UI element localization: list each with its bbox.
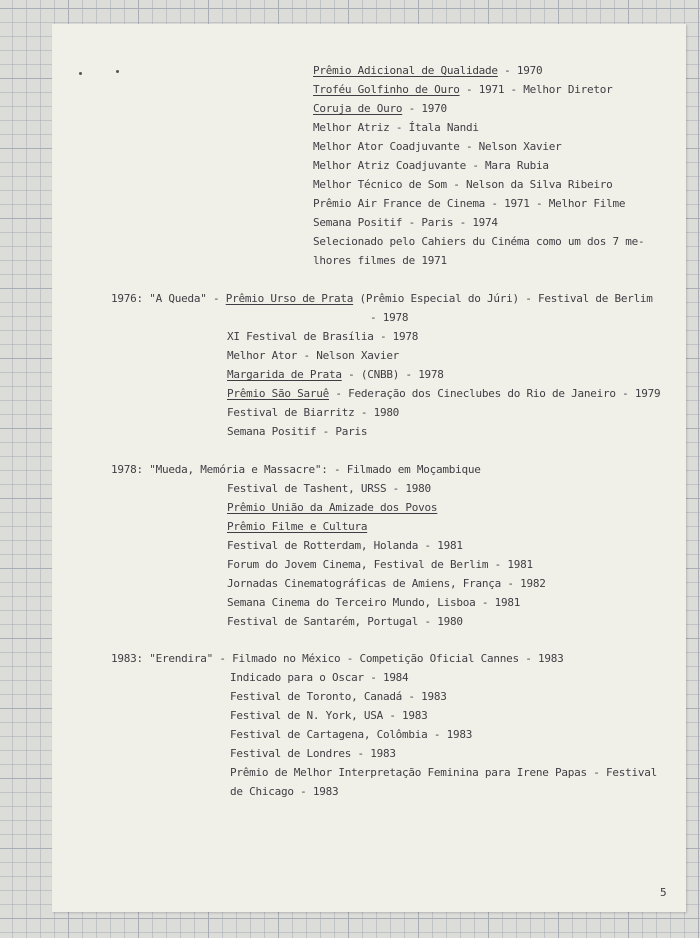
award-name: Prêmio Adicional de Qualidade — [313, 64, 498, 77]
award-line: XI Festival de Brasília - 1978 — [227, 330, 419, 343]
page-number: 5 — [660, 886, 667, 899]
award-name: Prêmio União da Amizade dos Povos — [227, 501, 438, 514]
award-line: Semana Cinema do Terceiro Mundo, Lisboa - 1981 — [227, 596, 521, 609]
award-line: Forum do Jovem Cinema, Festival de Berlim - 1981 — [227, 558, 533, 571]
award-line: Prêmio de Melhor Interpretação Feminina para Irene Papas - Festival — [230, 766, 657, 779]
award-line: Semana Positif - Paris — [227, 425, 368, 438]
award-line: Melhor Ator - Nelson Xavier — [227, 349, 400, 362]
award-line: Melhor Técnico de Som - Nelson da Silva Ribeiro — [313, 178, 613, 191]
award-name: Coruja de Ouro — [313, 102, 403, 115]
award-line: Festival de Tashent, URSS - 1980 — [227, 482, 431, 495]
film-entry-heading: 1983: "Erendira" - Filmado no México - Competição Oficial Cannes - 1983 — [111, 652, 564, 665]
award-line: Festival de Biarritz - 1980 — [227, 406, 400, 419]
award-detail: - 1970 — [497, 64, 543, 77]
award-line: de Chicago - 1983 — [230, 785, 339, 798]
award-line: Festival de N. York, USA - 1983 — [230, 709, 428, 722]
award-line: Festival de Rotterdam, Holanda - 1981 — [227, 539, 463, 552]
page-speck — [116, 70, 119, 73]
award-line: Selecionado pelo Cahiers du Cinéma como um dos 7 me- — [313, 235, 645, 248]
award-line: Semana Positif - Paris - 1974 — [313, 216, 498, 229]
award-name: Margarida de Prata — [227, 368, 342, 381]
film-title: 1976: "A Queda" - — [111, 292, 226, 305]
award-line: Festival de Londres - 1983 — [230, 747, 396, 760]
award-line — [313, 102, 447, 116]
award-detail: - Federação dos Cineclubes do Rio de Janeiro - 1979 — [328, 387, 661, 400]
award-line — [227, 387, 660, 401]
award-line — [313, 64, 542, 78]
film-entry-heading — [111, 292, 653, 306]
page-speck — [79, 72, 82, 75]
award-detail: - (CNBB) - 1978 — [341, 368, 444, 381]
award-line: Jornadas Cinematográficas de Amiens, França - 1982 — [227, 577, 546, 590]
document-page — [52, 24, 686, 912]
award-detail: - 1970 — [402, 102, 447, 115]
award-detail: - 1971 - Melhor Diretor — [459, 83, 613, 96]
award-line: Prêmio Air France de Cinema - 1971 - Melhor Filme — [313, 197, 626, 210]
award-line: Festival de Cartagena, Colômbia - 1983 — [230, 728, 473, 741]
award-line: Melhor Atriz - Ítala Nandi — [313, 121, 479, 134]
award-name: Prêmio Filme e Cultura — [227, 520, 368, 533]
award-name: Prêmio São Saruê — [227, 387, 329, 400]
award-line: Melhor Ator Coadjuvante - Nelson Xavier — [313, 140, 562, 153]
award-line: Festival de Santarém, Portugal - 1980 — [227, 615, 463, 628]
award-name: Troféu Golfinho de Ouro — [313, 83, 460, 96]
award-line: Indicado para o Oscar - 1984 — [230, 671, 409, 684]
film-entry-heading: 1978: "Mueda, Memória e Massacre": - Filmado em Moçambique — [111, 463, 481, 476]
award-line: Festival de Toronto, Canadá - 1983 — [230, 690, 447, 703]
award-detail: (Prêmio Especial do Júri) - Festival de Berlim — [353, 292, 653, 305]
award-line — [227, 501, 437, 515]
award-line — [227, 520, 367, 534]
award-line — [227, 368, 444, 382]
award-line — [313, 83, 613, 97]
award-line: - 1978 — [370, 311, 409, 324]
award-name: Prêmio Urso de Prata — [225, 292, 354, 305]
award-line: lhores filmes de 1971 — [313, 254, 447, 267]
award-line: Melhor Atriz Coadjuvante - Mara Rubia — [313, 159, 549, 172]
